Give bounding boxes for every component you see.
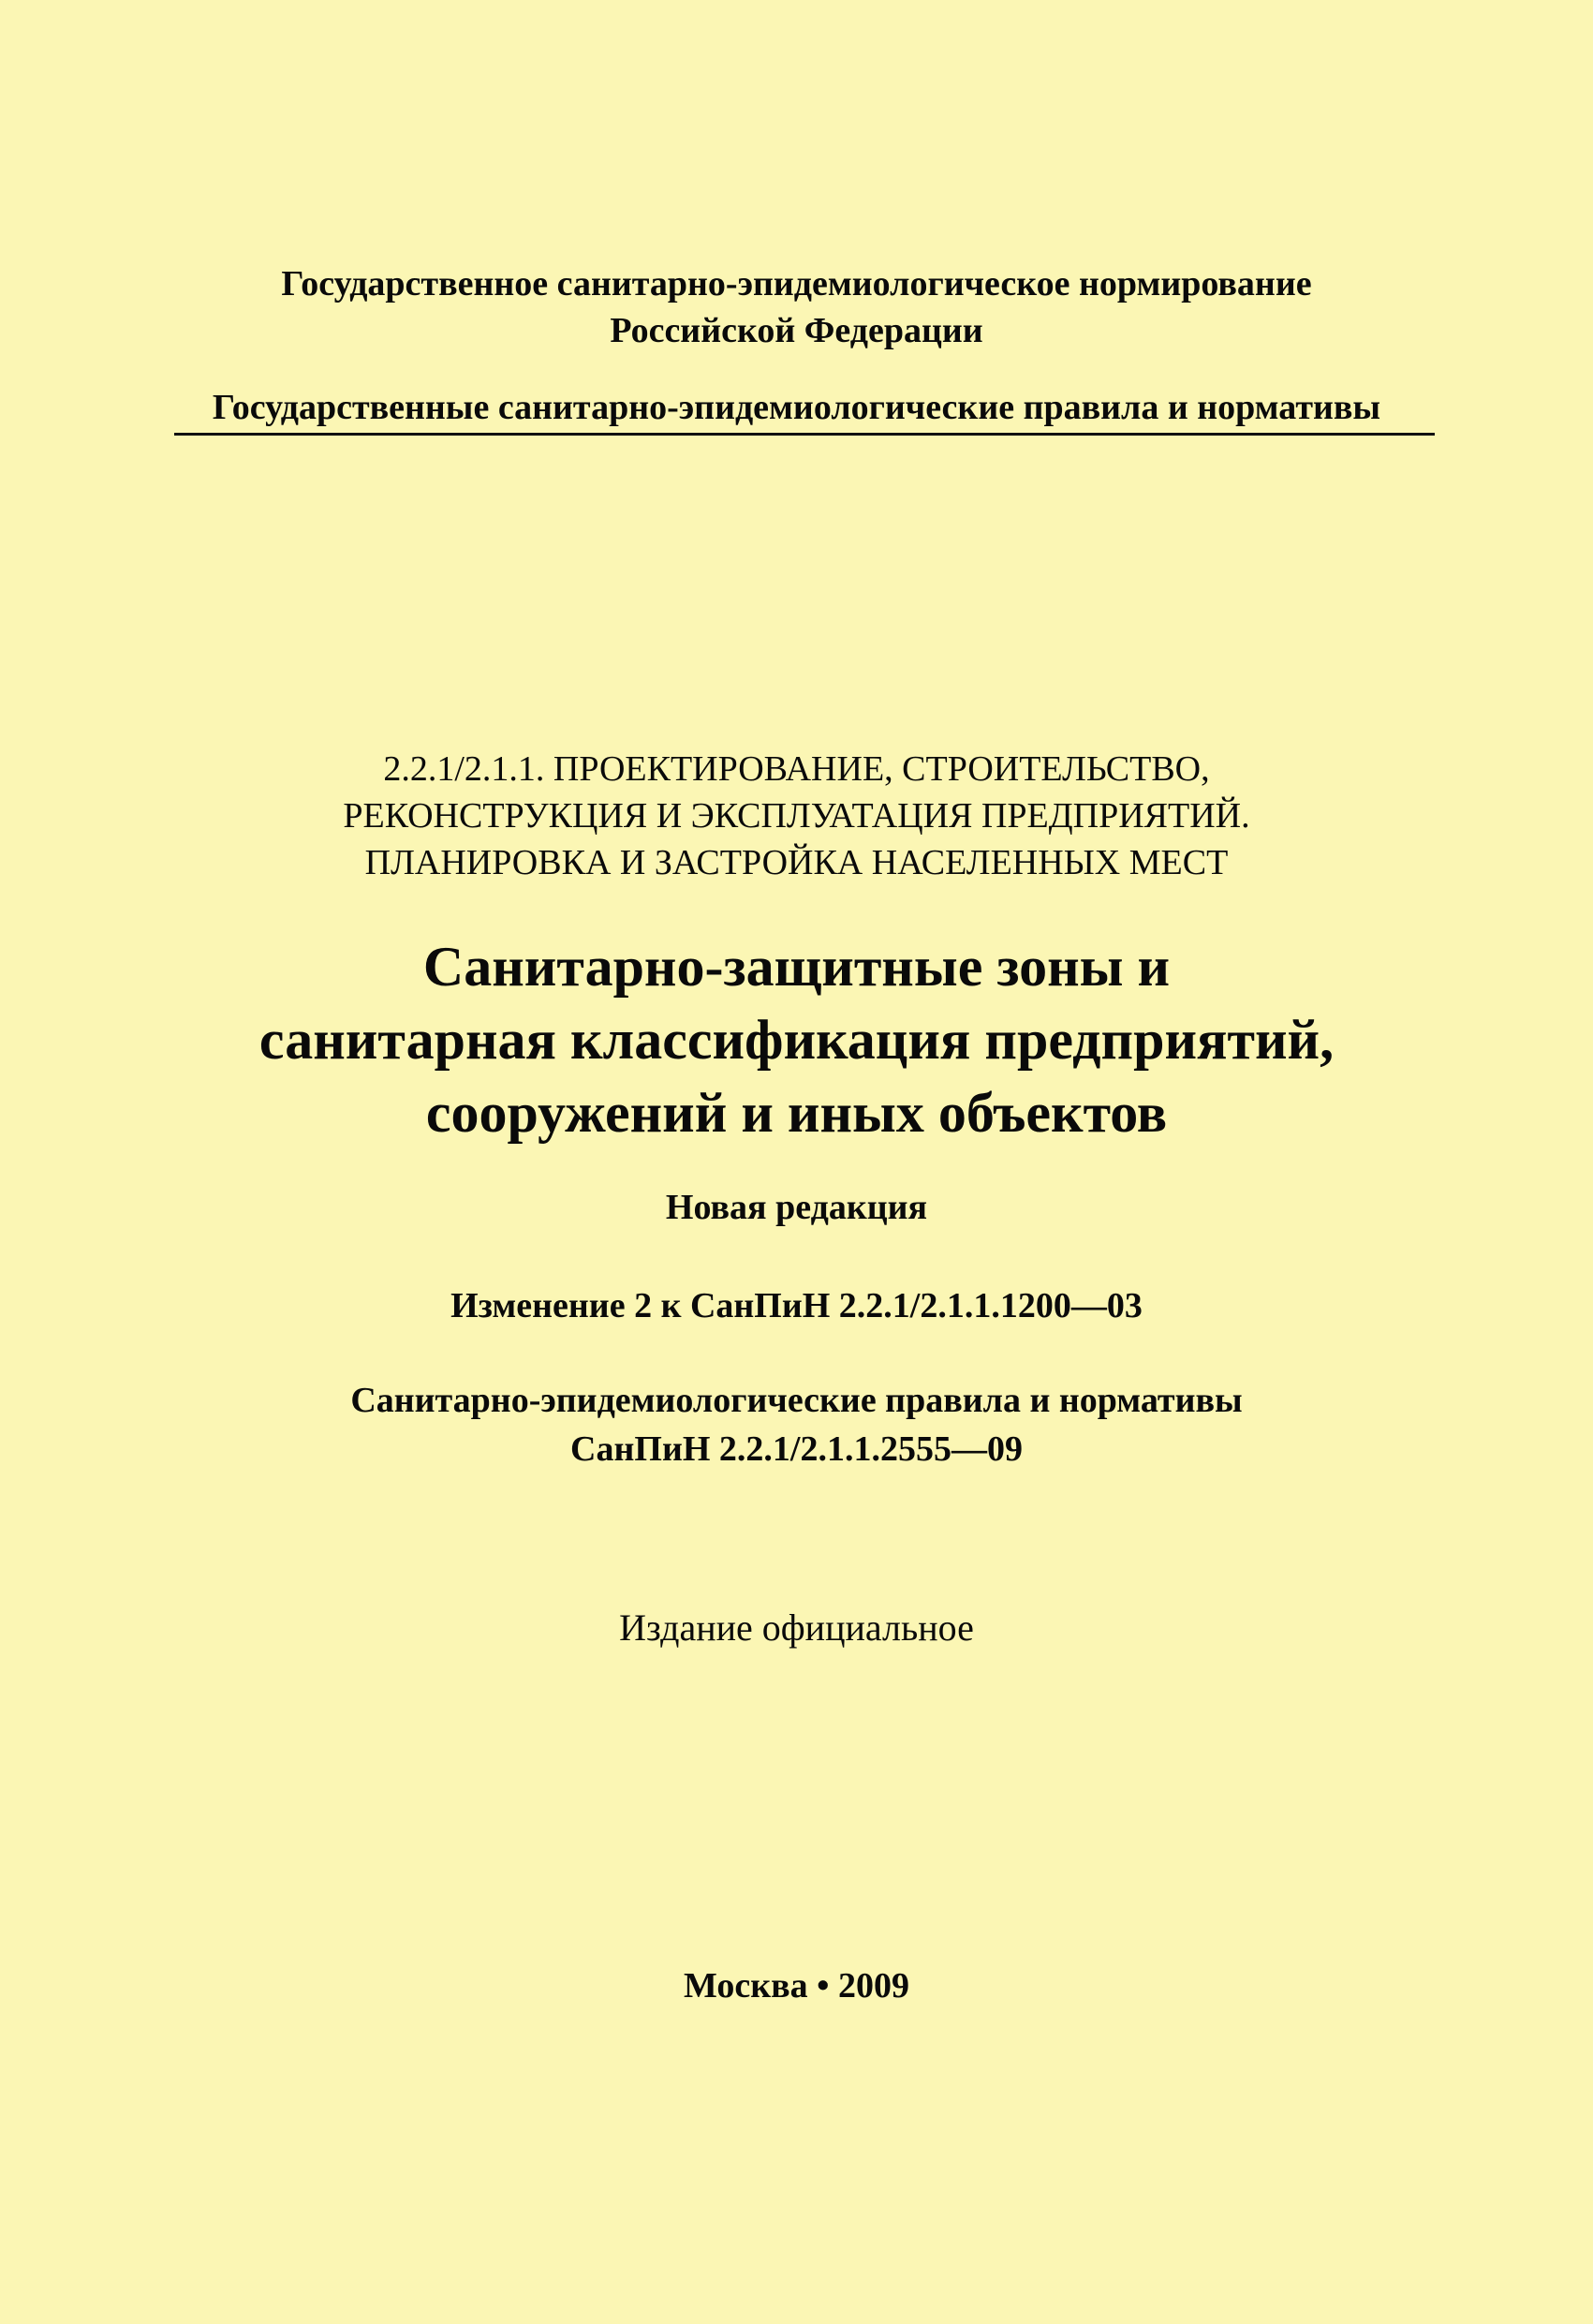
publication-place-year: Москва • 2009 [684,1966,909,2006]
rules-designation-line-2: СанПиН 2.2.1/2.1.1.2555—09 [570,1429,1023,1469]
document-title-line-2: санитарная классификация предприятий, [258,1009,1335,1071]
rules-designation-line-1: Санитарно-эпидемиологические правила и нормативы [350,1381,1243,1420]
section-heading-line-3: ПЛАНИРОВКА И ЗАСТРОЙКА НАСЕЛЕННЫХ МЕСТ [364,843,1229,882]
official-edition-label: Издание официальное [619,1606,974,1649]
rules-designation [0,1376,1593,1473]
section-heading-line-2: РЕКОНСТРУКЦИЯ И ЭКСПЛУАТАЦИЯ ПРЕДПРИЯТИЙ. [343,796,1250,836]
document-title-line-1: Санитарно-защитные зоны и [422,936,1171,998]
section-heading-line-1: 2.2.1/2.1.1. ПРОЕКТИРОВАНИЕ, СТРОИТЕЛЬСТВО, [383,749,1210,789]
amendment-label: Изменение 2 к СанПиН 2.2.1/2.1.1.1200—03 [450,1286,1143,1325]
section-heading [0,746,1593,886]
issuer-header [0,260,1593,354]
header-divider [174,433,1435,436]
issuer-header-line-1: Государственное санитарно-эпидемиологическое нормирование [281,264,1312,303]
document-title-line-3: сооружений и иных объектов [425,1082,1168,1144]
issuer-header-line-2: Российской Федерации [610,311,983,350]
series-title: Государственные санитарно-эпидемиологические правила и нормативы [212,388,1381,427]
document-title [0,930,1593,1149]
edition-label: Новая редакция [665,1188,928,1227]
